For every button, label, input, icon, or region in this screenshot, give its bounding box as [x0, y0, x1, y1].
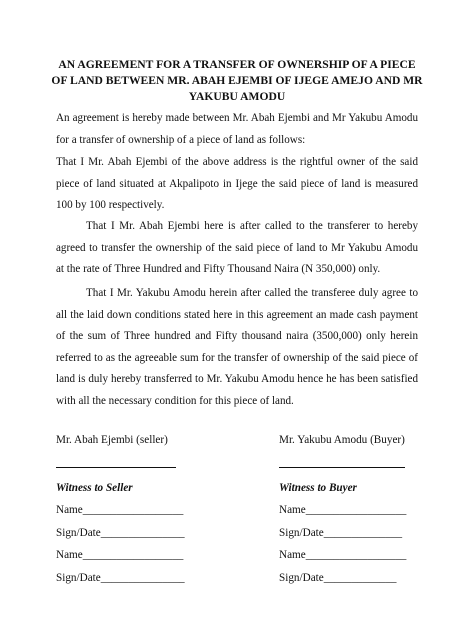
- seller-witness-sign-date-2: Sign/Date_______________: [56, 572, 185, 584]
- witness-to-seller-heading: Witness to Seller: [56, 482, 133, 494]
- buyer-witness-sign-date-1: Sign/Date______________: [279, 527, 403, 539]
- buyer-witness-name-2: Name__________________: [279, 549, 407, 561]
- buyer-party-label: Mr. Yakubu Amodu (Buyer): [279, 434, 405, 446]
- seller-signature-line: [56, 467, 176, 468]
- buyer-witness-sign-date-2: Sign/Date_____________: [279, 572, 397, 584]
- seller-witness-sign-date-1: Sign/Date_______________: [56, 527, 185, 539]
- intro-paragraph: An agreement is hereby made between Mr. Abah Ejembi and Mr Yakubu Amodu for a transfer of ownership of a piece of land as follows:: [56, 112, 418, 146]
- buyer-signature-line: [279, 467, 405, 468]
- seller-witness-name-1: Name__________________: [56, 504, 184, 516]
- ownership-paragraph: That I Mr. Abah Ejembi of the above address is the rightful owner of the said piece of land situated at Akpalipoto in Ijege the said piece of land is measured 100 by 100 respectively.: [56, 156, 418, 212]
- buyer-witness-name-1: Name__________________: [279, 504, 407, 516]
- witness-to-buyer-heading: Witness to Buyer: [279, 482, 357, 494]
- payment-paragraph: That I Mr. Yakubu Amodu herein after called the transferee duly agree to all the laid down conditions stated here in this agreement an made cash payment of the sum of Three hundred and Fifty thousand naira (3500,000) only herein referred to as the agreeable sum for the transfer of ownership of the said piece of land is duly hereby transferred to Mr. Yakubu Amodu hence he has been satisfied with all the necessary condition for this piece of land.: [56, 287, 418, 407]
- agreement-title: AN AGREEMENT FOR A TRANSFER OF OWNERSHIP OF A PIECE OF LAND BETWEEN MR. ABAH EJEMBI OF IJEGE AMEJO AND MR YAKUBU AMODU: [51, 58, 423, 103]
- seller-witness-name-2: Name__________________: [56, 549, 184, 561]
- seller-party-label: Mr. Abah Ejembi (seller): [56, 434, 168, 446]
- transfer-paragraph: That I Mr. Abah Ejembi here is after called to the transferer to hereby agreed to transfer the ownership of the said piece of land to Mr Yakubu Amodu at the rate of Three Hundred and Fifty Thousand Naira (N 350,000) only.: [56, 220, 418, 276]
